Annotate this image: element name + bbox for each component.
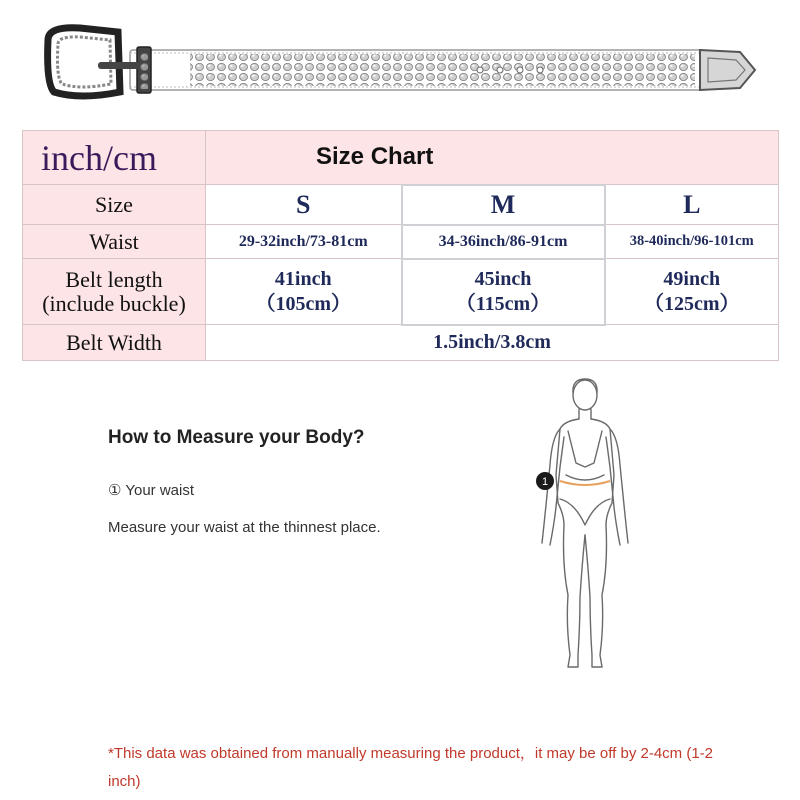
length-m-cm: （115cm） (455, 292, 551, 315)
body-figure-illustration (520, 375, 650, 675)
waist-l: 38-40inch/96-101cm (605, 225, 779, 259)
waist-m: 34-36inch/86-91cm (402, 225, 605, 259)
length-l-inch: 49inch (663, 267, 721, 290)
measure-heading: How to Measure your Body? (108, 427, 365, 448)
belt-length-label-line1: Belt length (65, 266, 163, 292)
unit-label: inch/cm (23, 131, 206, 185)
disclaimer-note: *This data was obtained from manually measuring the product，it may be off by 2-4cm (1-2 inch) (108, 745, 714, 790)
length-l (605, 259, 779, 325)
size-row-label: Size (23, 185, 206, 225)
size-s: S (206, 185, 402, 225)
length-s-inch: 41inch (274, 267, 332, 290)
size-l: L (605, 185, 779, 225)
waist-row-label: Waist (23, 225, 206, 259)
length-s (206, 259, 402, 325)
waist-step-label: ① Your waist (108, 482, 194, 499)
size-chart-table (22, 130, 779, 361)
belt-length-label-line2: (include buckle) (42, 290, 186, 316)
chart-title: Size Chart (206, 131, 779, 185)
belt-width-value: 1.5inch/3.8cm (206, 325, 779, 361)
measure-instruction: Measure your waist at the thinnest place. (108, 519, 381, 536)
length-m (402, 259, 605, 325)
length-m-inch: 45inch (474, 267, 532, 290)
waist-s: 29-32inch/73-81cm (206, 225, 402, 259)
rhinestone-belt-image (40, 22, 760, 102)
length-l-cm: （125cm） (643, 292, 740, 315)
waist-marker-number: 1 (541, 476, 549, 488)
size-m: M (402, 185, 605, 225)
belt-width-row-label: Belt Width (23, 325, 206, 361)
belt-length-row-label (23, 259, 206, 325)
length-s-cm: （105cm） (255, 292, 352, 315)
